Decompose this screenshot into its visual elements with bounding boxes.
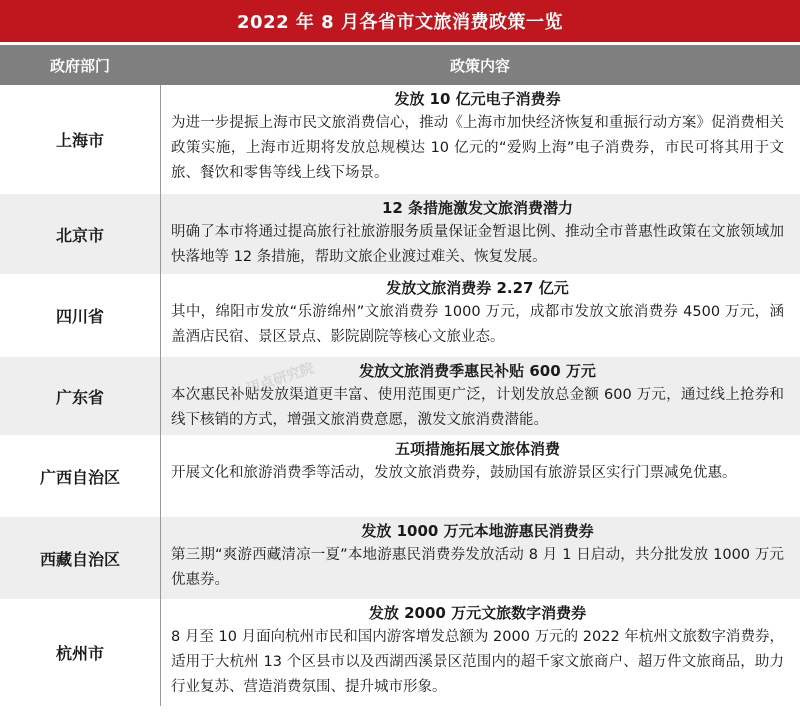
row-content bbox=[160, 85, 800, 194]
row-content bbox=[160, 357, 800, 435]
row-dept: 西藏自治区 bbox=[39, 549, 120, 569]
policy-title: 发放 10 亿元电子消费券 bbox=[394, 90, 561, 108]
table-row bbox=[0, 599, 800, 706]
policy-text: 本次惠民补贴发放渠道更丰富、使用范围更广泛，计划发放总金额 600 万元，通过线上抢券和线下核销的方式，增强文旅消费意愿，激发文旅消费潜能。 bbox=[171, 387, 784, 428]
row-dept: 四川省 bbox=[55, 307, 104, 326]
policy-text: 第三期“爽游西藏清凉一夏”本地游惠民消费券发放活动 8 月 1 日启动，共分批发放 1000 万元优惠券。 bbox=[171, 547, 784, 588]
policy-title: 发放文旅消费季惠民补贴 600 万元 bbox=[359, 362, 596, 380]
table-row bbox=[0, 517, 800, 599]
policy-text: 开展文化和旅游消费季等活动，发放文旅消费券，鼓励国有旅游景区实行门票减免优惠。 bbox=[171, 465, 737, 481]
row-dept: 杭州市 bbox=[55, 644, 104, 663]
row-content bbox=[160, 599, 800, 706]
policy-text: 为进一步提振上海市民文旅消费信心，推动《上海市加快经济恢复和重振行动方案》促消费相关政策实施，上海市近期将发放总规模达 10 亿元的“爱购上海”电子消费券，市民可将其用于文旅、餐饮和零售等线上线下场景。 bbox=[171, 115, 784, 181]
policy-text: 其中，绵阳市发放“乐游绵州”文旅消费券 1000 万元，成都市发放文旅消费券 4500 万元，涵盖酒店民宿、景区景点、影院剧院等核心文旅业态。 bbox=[171, 304, 784, 345]
table-row bbox=[0, 274, 800, 357]
watermark-text: 迈点研究院 bbox=[244, 360, 317, 398]
row-content bbox=[160, 435, 800, 517]
row-dept: 北京市 bbox=[55, 225, 104, 245]
table-row bbox=[0, 435, 800, 517]
header-content: 政策内容 bbox=[449, 56, 510, 75]
table-row bbox=[0, 357, 800, 435]
policy-title: 12 条措施激发文旅消费潜力 bbox=[381, 199, 574, 217]
row-content bbox=[160, 194, 800, 274]
row-dept: 上海市 bbox=[55, 131, 104, 150]
policy-text: 8 月至 10 月面向杭州市民和国内游客增发总额为 2000 万元的 2022 年杭州文旅数字消费券，适用于大杭州 13 个区县市以及西湖西溪景区范围内的超千家文旅商户、超万件文旅商品，助力行业复苏、营造消费氛围、提升城市形象。 bbox=[171, 629, 784, 695]
row-dept: 广西自治区 bbox=[39, 467, 120, 487]
row-content bbox=[160, 517, 800, 599]
policy-title: 五项措施拓展文旅体消费 bbox=[394, 440, 560, 458]
table-row bbox=[0, 194, 800, 274]
header-dept: 政府部门 bbox=[49, 56, 110, 75]
row-dept: 广东省 bbox=[55, 387, 104, 407]
policy-title: 发放 2000 万元文旅数字消费券 bbox=[368, 604, 587, 622]
row-content bbox=[160, 274, 800, 357]
policy-text: 明确了本市将通过提高旅行社旅游服务质量保证金暂退比例、推动全市普惠性政策在文旅领域加快落地等 12 条措施，帮助文旅企业渡过难关、恢复发展。 bbox=[171, 224, 784, 265]
table-row bbox=[0, 85, 800, 194]
policy-title: 发放 1000 万元本地游惠民消费券 bbox=[361, 522, 594, 540]
table-title: 2022 年 8 月各省市文旅消费政策一览 bbox=[0, 0, 800, 42]
policy-title: 发放文旅消费券 2.27 亿元 bbox=[386, 279, 569, 297]
table-header bbox=[0, 45, 800, 85]
